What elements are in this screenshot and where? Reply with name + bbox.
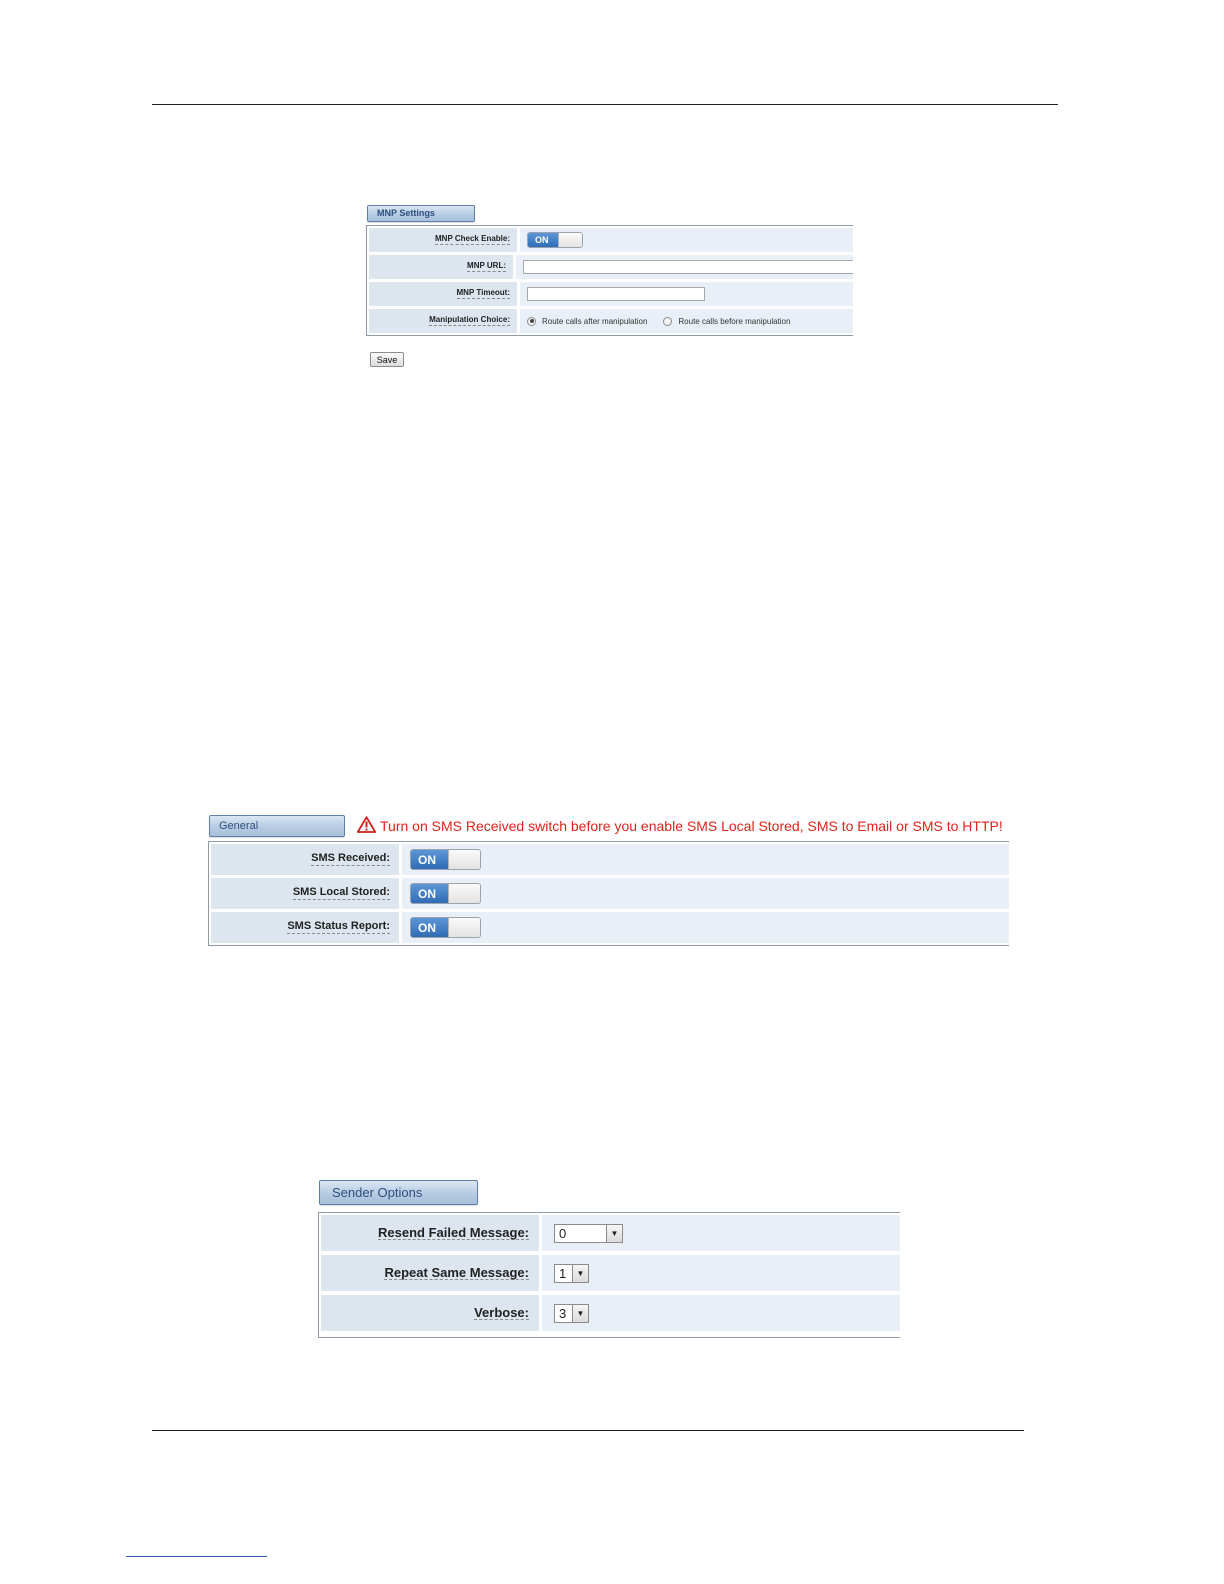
sms-local-stored-label: SMS Local Stored: [211, 878, 399, 909]
verbose-select[interactable] [554, 1304, 589, 1323]
footer-rule [152, 1430, 1024, 1431]
select-value: 3 [559, 1305, 567, 1321]
toggle-knob [448, 918, 480, 937]
toggle-on-label: ON [411, 884, 448, 903]
sms-received-toggle[interactable] [410, 849, 481, 870]
tab-mnp-settings[interactable]: MNP Settings [367, 205, 475, 222]
resend-failed-row [321, 1215, 900, 1251]
chevron-down-icon: ▼ [572, 1265, 588, 1282]
resend-failed-select[interactable] [554, 1224, 623, 1243]
radio-route-after[interactable]: Route calls after manipulation [527, 317, 647, 326]
chevron-down-icon: ▼ [606, 1225, 622, 1242]
sms-received-row [211, 844, 1009, 875]
sms-local-stored-toggle[interactable] [410, 883, 481, 904]
tab-sender-options[interactable]: Sender Options [319, 1180, 478, 1205]
sms-status-report-row [211, 912, 1009, 943]
resend-failed-label: Resend Failed Message: [321, 1215, 539, 1251]
sms-status-report-label: SMS Status Report: [211, 912, 399, 943]
verbose-row [321, 1295, 900, 1331]
toggle-on-label: ON [528, 233, 558, 247]
mnp-url-label: MNP URL: [369, 255, 513, 279]
select-value: 0 [559, 1225, 567, 1241]
radio-unchecked-icon [663, 317, 672, 326]
sms-status-report-toggle[interactable] [410, 917, 481, 938]
toggle-knob [448, 850, 480, 869]
radio-checked-icon [527, 317, 536, 326]
sms-received-label: SMS Received: [211, 844, 399, 875]
sender-options-panel [318, 1212, 900, 1338]
save-button[interactable]: Save [370, 352, 404, 367]
tab-general[interactable]: General [209, 815, 345, 837]
mnp-settings-panel [366, 225, 853, 336]
manipulation-choice-row [369, 309, 853, 333]
mnp-check-enable-toggle[interactable] [527, 232, 583, 248]
mnp-url-row [369, 255, 853, 279]
footer-link-underline [126, 1556, 267, 1557]
manipulation-choice-label: Manipulation Choice: [369, 309, 517, 333]
mnp-timeout-label: MNP Timeout: [369, 282, 517, 306]
toggle-knob [448, 884, 480, 903]
warning-text: Turn on SMS Received switch before you enable SMS Local Stored, SMS to Email or SMS to HTTP! [380, 818, 1003, 834]
verbose-label: Verbose: [321, 1295, 539, 1331]
sms-local-stored-row [211, 878, 1009, 909]
repeat-same-label: Repeat Same Message: [321, 1255, 539, 1291]
repeat-same-row [321, 1255, 900, 1291]
header-rule [152, 104, 1058, 105]
select-value: 1 [559, 1265, 567, 1281]
mnp-timeout-input[interactable] [527, 287, 705, 301]
toggle-on-label: ON [411, 918, 448, 937]
repeat-same-select[interactable] [554, 1264, 589, 1283]
mnp-timeout-row [369, 282, 853, 306]
mnp-check-enable-label: MNP Check Enable: [369, 228, 517, 252]
chevron-down-icon: ▼ [572, 1305, 588, 1322]
mnp-url-input[interactable] [523, 260, 853, 274]
warning-triangle-icon [357, 816, 376, 836]
radio-route-before[interactable]: Route calls before manipulation [663, 317, 790, 326]
warning-message [357, 815, 1003, 837]
toggle-on-label: ON [411, 850, 448, 869]
general-panel [208, 841, 1009, 946]
mnp-check-enable-row [369, 228, 853, 252]
toggle-knob [558, 233, 582, 247]
